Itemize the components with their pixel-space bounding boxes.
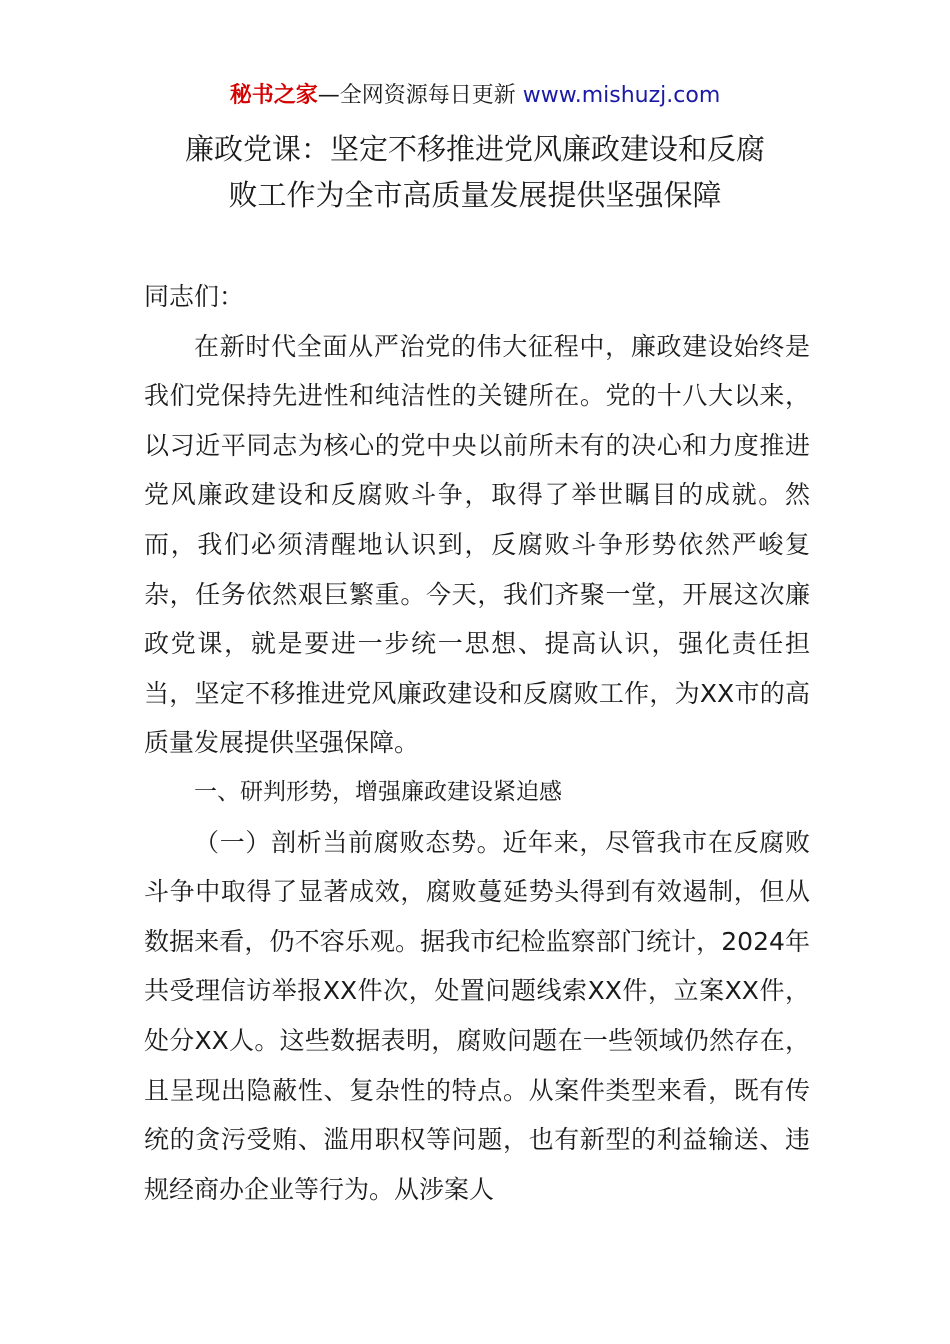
document-body — [144, 272, 810, 1214]
site-header — [0, 80, 950, 112]
site-url-link[interactable]: www.mishuzj.com — [522, 83, 721, 108]
intro-paragraph: 在新时代全面从严治党的伟大征程中，廉政建设始终是我们党保持先进性和纯洁性的关键所在。党的十八大以来，以习近平同志为核心的党中央以前所未有的决心和力度推进党风廉政建设和反腐败斗争，取得了举世瞩目的成就。然而，我们必须清醒地认识到，反腐败斗争形势依然严峻复杂，任务依然艰巨繁重。今天，我们齐聚一堂，开展这次廉政党课，就是要进一步统一思想、提高认识，强化责任担当，坚定不移推进党风廉政建设和反腐败工作，为XX市的高质量发展提供坚强保障。 — [144, 331, 810, 758]
title-line-1: 廉政党课：坚定不移推进党风廉政建设和反腐 — [184, 132, 765, 166]
site-brand: 秘书之家 — [229, 83, 318, 108]
site-tagline: —全网资源每日更新 — [317, 83, 523, 108]
document-title — [100, 126, 850, 218]
section-heading: 一、研判形势，增强廉政建设紧迫感 — [194, 778, 562, 805]
section-paragraph: （一）剖析当前腐败态势。近年来，尽管我市在反腐败斗争中取得了显著成效，腐败蔓延势头得到有效遏制，但从数据来看，仍不容乐观。据我市纪检监察部门统计，2024年共受理信访举报XX件次，处置问题线索XX件，立案XX件，处分XX人。这些数据表明，腐败问题在一些领域仍然存在，且呈现出隐蔽性、复杂性的特点。从案件类型来看，既有传统的贪污受贿、滥用职权等问题，也有新型的利益输送、违规经商办企业等行为。从涉案人 — [144, 827, 810, 1204]
salutation: 同志们： — [144, 282, 245, 311]
title-line-2: 败工作为全市高质量发展提供坚强保障 — [228, 178, 722, 212]
